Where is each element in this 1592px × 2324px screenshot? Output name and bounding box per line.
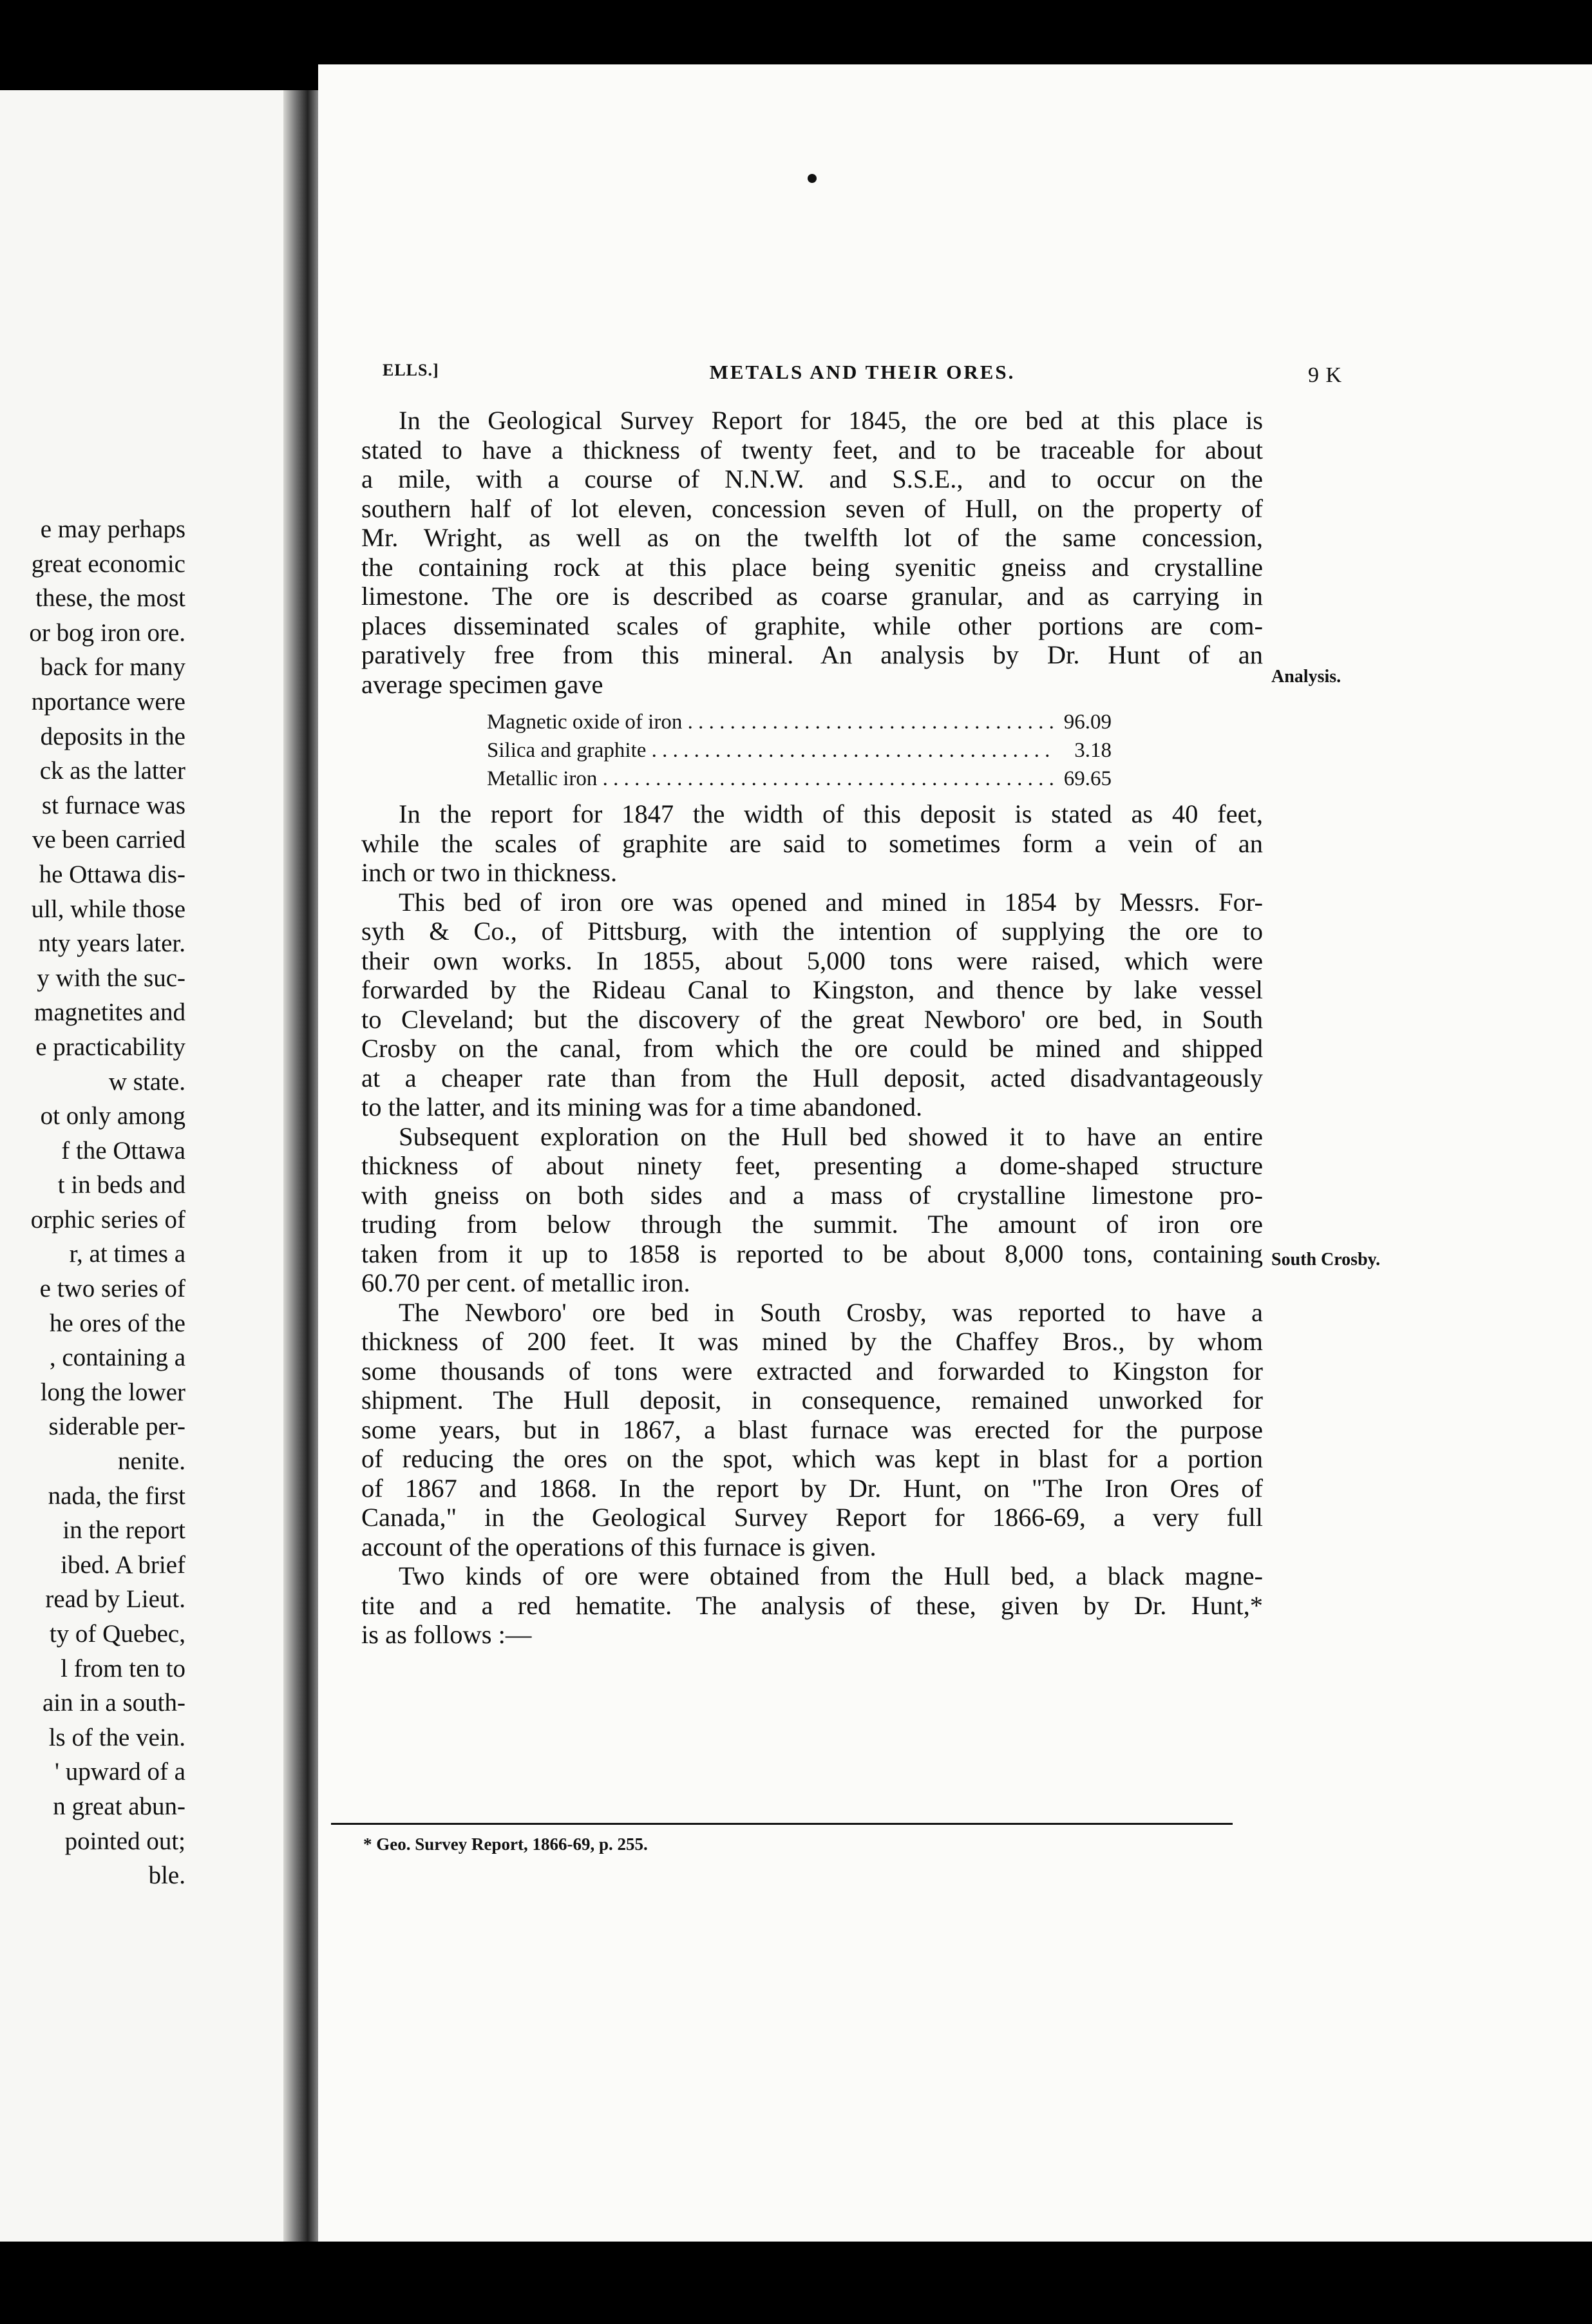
body-text xyxy=(361,406,1263,1650)
paragraph-ore-kinds xyxy=(361,1561,1263,1650)
facing-page-line: nada, the first xyxy=(48,1481,185,1510)
facing-page-line: nenite. xyxy=(117,1447,185,1476)
text-line: shipment. The Hull deposit, in consequence, remained unworked for xyxy=(361,1386,1263,1414)
text-line: a mile, with a course of N.N.W. and S.S.E., and to occur on the xyxy=(361,464,1263,493)
header-author: ELLS.] xyxy=(383,361,439,379)
analysis-value: 3.18 xyxy=(1074,739,1112,762)
facing-page-line: orphic series of xyxy=(30,1205,185,1233)
margin-note-south-crosby: South Crosby. xyxy=(1271,1250,1381,1270)
page-speck xyxy=(808,174,817,183)
facing-page-line: nportance were xyxy=(31,687,185,716)
facing-page-line: f the Ottawa xyxy=(61,1136,185,1165)
text-line: average specimen gave xyxy=(361,669,603,699)
text-line: thickness of 200 feet. It was mined by the Chaffey Bros., by whom xyxy=(361,1327,1263,1356)
text-line: truding from below through the summit. The amount of iron ore xyxy=(361,1210,1263,1239)
facing-page-line: pointed out; xyxy=(64,1827,185,1855)
text-line: to Cleveland; but the discovery of the great Newboro' ore bed, in South xyxy=(361,1004,1263,1034)
text-line: Canada," in the Geological Survey Report for 1866-69, a very full xyxy=(361,1503,1263,1532)
footnote: * Geo. Survey Report, 1866-69, p. 255. xyxy=(363,1834,648,1854)
text-line: at a cheaper rate than from the Hull deposit, acted disadvantageously xyxy=(361,1063,1263,1092)
paragraph-1847-report xyxy=(361,799,1263,888)
facing-page-text xyxy=(0,512,283,1893)
analysis-label-text: Silica and graphite xyxy=(487,739,647,762)
analysis-row xyxy=(361,765,1263,793)
text-line: forwarded by the Rideau Canal to Kingston, and thence by lake vessel xyxy=(361,975,1263,1004)
footnote-rule xyxy=(331,1823,1233,1825)
text-line: 60.70 per cent. of metallic iron. xyxy=(361,1268,690,1297)
facing-page-line: in the report xyxy=(62,1516,185,1545)
text-line: to the latter, and its mining was for a time abandoned. xyxy=(361,1092,923,1121)
text-line: account of the operations of this furnace is given. xyxy=(361,1532,877,1561)
paragraph-mining-1854 xyxy=(361,888,1263,1122)
paragraph-1845-report xyxy=(361,406,1263,699)
facing-page-line: read by Lieut. xyxy=(45,1585,185,1614)
book-spine xyxy=(283,90,318,2242)
facing-page-line: ty of Quebec, xyxy=(49,1620,185,1648)
text-line: limestone. The ore is described as coarse granular, and as carrying in xyxy=(361,582,1263,611)
text-line: syth & Co., of Pittsburg, with the intention of supplying the ore to xyxy=(361,917,1263,946)
facing-page-line: ain in a south- xyxy=(42,1689,185,1717)
facing-page-line: e two series of xyxy=(39,1275,185,1303)
facing-page-line: st furnace was xyxy=(41,791,185,819)
facing-page-line: ls of the vein. xyxy=(48,1723,185,1751)
paragraph-newboro xyxy=(361,1298,1263,1562)
facing-page-line: deposits in the xyxy=(40,722,185,750)
analysis-label xyxy=(487,736,1054,765)
facing-page-line: great economic xyxy=(31,549,185,578)
text-line: the containing rock at this place being syenitic gneiss and crystalline xyxy=(361,552,1263,582)
analysis-label-text: Metallic iron xyxy=(487,767,598,790)
running-header xyxy=(383,354,1342,393)
text-line: of 1867 and 1868. In the report by Dr. Hunt, on "The Iron Ores of xyxy=(361,1473,1263,1503)
analysis-label xyxy=(487,765,1054,793)
analysis-row xyxy=(361,708,1263,736)
text-line: Two kinds of ore were obtained from the Hull bed, a black magne- xyxy=(399,1561,1263,1590)
text-line: taken from it up to 1858 is reported to be about 8,000 tons, containing xyxy=(361,1239,1263,1268)
main-page xyxy=(318,64,1592,2254)
facing-page-line: these, the most xyxy=(35,584,185,613)
facing-page-line: ve been carried xyxy=(32,826,185,854)
text-line: some thousands of tons were extracted and forwarded to Kingston for xyxy=(361,1356,1263,1386)
facing-page-line: ot only among xyxy=(40,1102,185,1130)
facing-page-line: t in beds and xyxy=(57,1171,185,1199)
facing-page-line: r, at times a xyxy=(69,1240,185,1268)
facing-page-line: magnetites and xyxy=(33,998,185,1027)
text-line: In the Geological Survey Report for 1845, the ore bed at this place is xyxy=(399,406,1263,435)
paragraph-exploration xyxy=(361,1122,1263,1298)
text-line: some years, but in 1867, a blast furnace was erected for the purpose xyxy=(361,1414,1263,1444)
facing-page-line: nty years later. xyxy=(38,929,185,958)
header-title: METALS AND THEIR ORES. xyxy=(709,361,1016,383)
text-line: Mr. Wright, as well as on the twelfth lot of the same concession, xyxy=(361,523,1263,552)
text-line: inch or two in thickness. xyxy=(361,858,618,887)
analysis-label xyxy=(487,708,1054,736)
facing-page-line: he Ottawa dis- xyxy=(39,860,185,888)
facing-page xyxy=(0,90,283,2242)
scan-border xyxy=(0,2242,1592,2324)
facing-page-line: l from ten to xyxy=(61,1654,185,1682)
text-line: their own works. In 1855, about 5,000 tons were raised, which were xyxy=(361,946,1263,975)
text-line: This bed of iron ore was opened and mined in 1854 by Messrs. For- xyxy=(399,887,1263,917)
facing-page-line: e may perhaps xyxy=(40,515,185,543)
text-line: In the report for 1847 the width of this deposit is stated as 40 feet, xyxy=(399,799,1263,828)
text-line: Crosby on the canal, from which the ore could be mined and shipped xyxy=(361,1034,1263,1063)
facing-page-line: back for many xyxy=(40,653,185,681)
analysis-table xyxy=(361,708,1263,793)
analysis-row xyxy=(361,736,1263,765)
page-number: 9 K xyxy=(1307,363,1342,387)
facing-page-line: he ores of the xyxy=(49,1309,185,1337)
facing-page-line: long the lower xyxy=(40,1378,185,1406)
text-line: paratively free from this mineral. An analysis by Dr. Hunt of an xyxy=(361,640,1263,669)
text-line: The Newboro' ore bed in South Crosby, was reported to have a xyxy=(399,1297,1263,1327)
text-line: while the scales of graphite are said to sometimes form a vein of an xyxy=(361,828,1263,858)
analysis-value: 69.65 xyxy=(1063,767,1112,790)
analysis-label-text: Magnetic oxide of iron xyxy=(487,710,683,734)
text-line: of reducing the ores on the spot, which was kept in blast for a portion xyxy=(361,1444,1263,1473)
facing-page-line: , containing a xyxy=(49,1344,185,1372)
facing-page-line: ' upward of a xyxy=(54,1758,185,1786)
facing-page-line: ble. xyxy=(148,1862,185,1890)
facing-page-line: ull, while those xyxy=(31,895,185,923)
facing-page-line: w state. xyxy=(108,1067,185,1096)
facing-page-line: e practicability xyxy=(35,1033,185,1061)
facing-page-line: siderable per- xyxy=(48,1413,185,1441)
margin-note-analysis: Analysis. xyxy=(1271,667,1341,687)
text-line: southern half of lot eleven, concession seven of Hull, on the property of xyxy=(361,493,1263,523)
text-line: places disseminated scales of graphite, while other portions are com- xyxy=(361,611,1263,640)
facing-page-line: y with the suc- xyxy=(37,964,185,992)
facing-page-line: n great abun- xyxy=(53,1792,185,1820)
text-line: thickness of about ninety feet, presenting a dome-shaped structure xyxy=(361,1151,1263,1180)
text-line: Subsequent exploration on the Hull bed showed it to have an entire xyxy=(399,1121,1263,1151)
facing-page-line: ck as the latter xyxy=(39,757,185,785)
text-line: stated to have a thickness of twenty feet, and to be traceable for about xyxy=(361,435,1263,464)
analysis-value: 96.09 xyxy=(1063,710,1112,734)
facing-page-line: ibed. A brief xyxy=(61,1550,185,1579)
text-line: with gneiss on both sides and a mass of crystalline limestone pro- xyxy=(361,1180,1263,1210)
text-line: tite and a red hematite. The analysis of these, given by Dr. Hunt,* xyxy=(361,1590,1263,1620)
text-line: is as follows :— xyxy=(361,1620,532,1649)
facing-page-line: or bog iron ore. xyxy=(29,618,185,647)
